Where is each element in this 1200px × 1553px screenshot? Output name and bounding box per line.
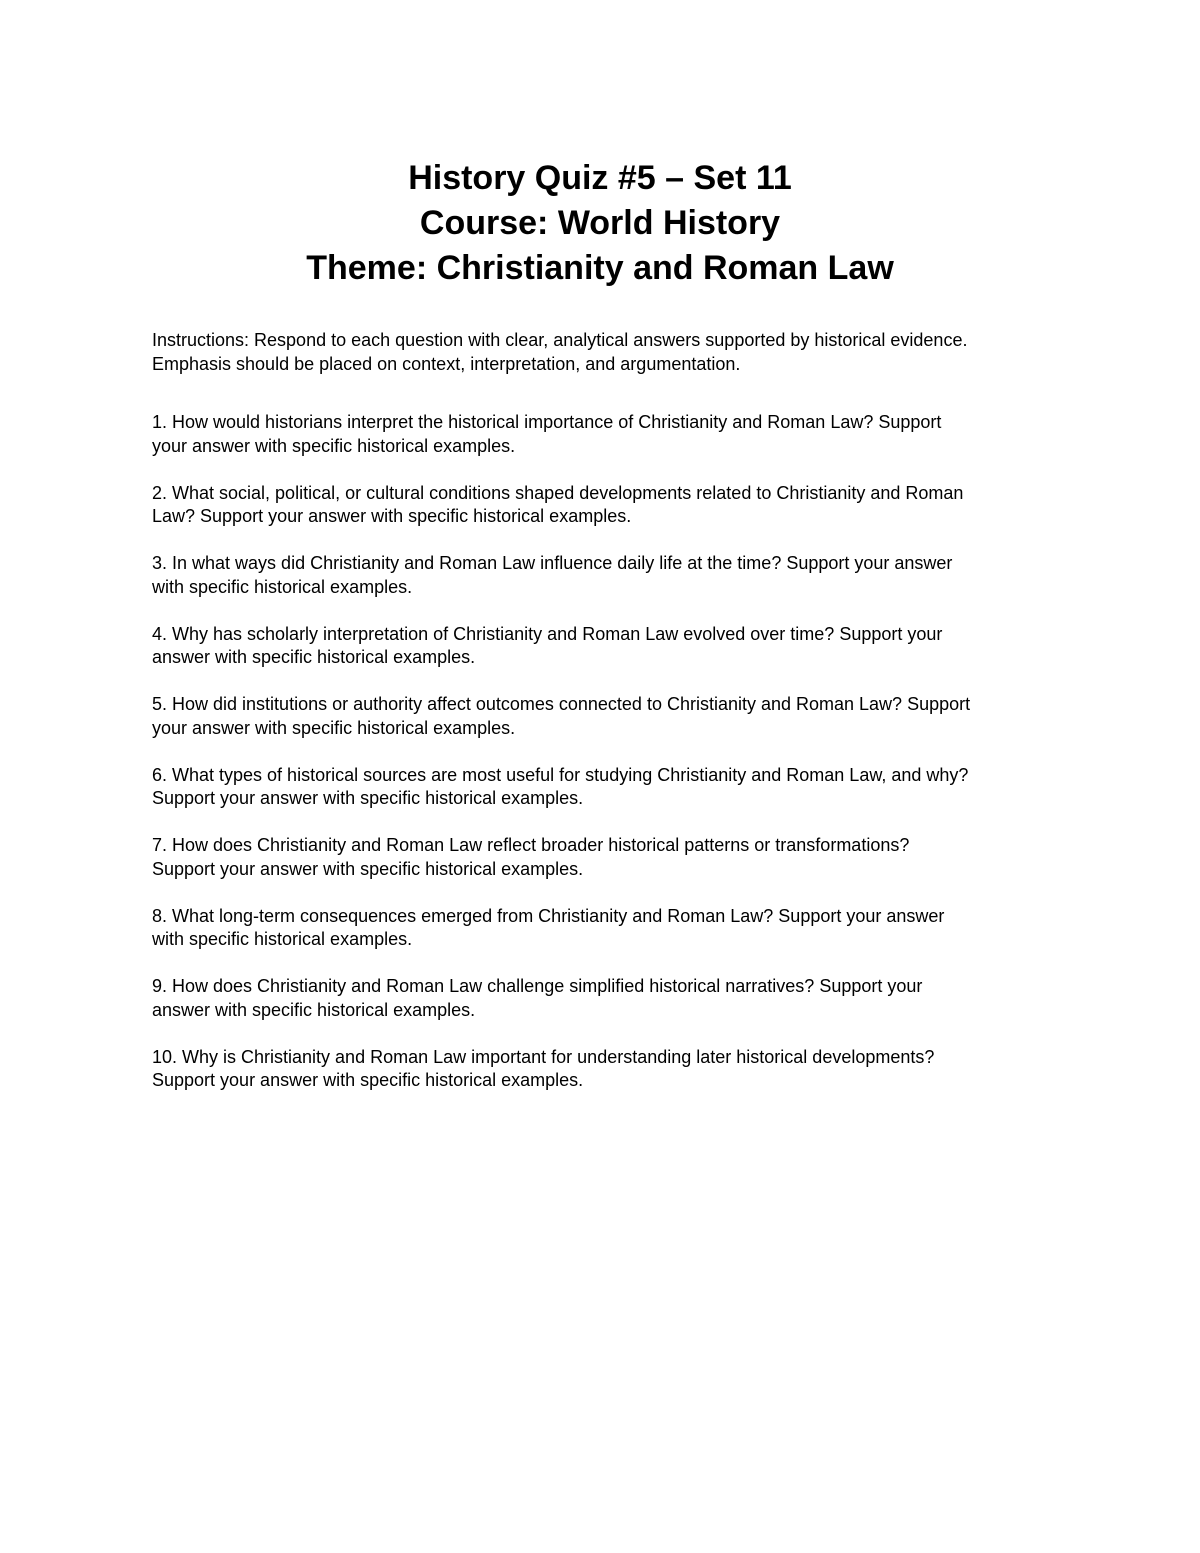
- question-7: [152, 834, 1052, 881]
- question-2: [152, 482, 1052, 529]
- question-8: [152, 905, 1052, 952]
- document-body: [152, 329, 1052, 1116]
- question-line: with specific historical examples.: [152, 576, 413, 597]
- question-line: Support your answer with specific historical examples.: [152, 858, 584, 879]
- question-4: [152, 623, 1052, 670]
- question-line: 9. How does Christianity and Roman Law challenge simplified historical narratives? Support your: [152, 976, 923, 996]
- question-6: [152, 764, 1052, 811]
- question-9: [152, 975, 1052, 1022]
- instructions-line: Instructions: Respond to each question with clear, analytical answers supported by historical evidence.: [152, 330, 968, 350]
- question-line: 4. Why has scholarly interpretation of Christianity and Roman Law evolved over time? Support your: [152, 623, 943, 644]
- question-1: [152, 411, 1052, 458]
- question-line: 7. How does Christianity and Roman Law reflect broader historical patterns or transformations?: [152, 835, 910, 855]
- title-block: [0, 156, 1200, 291]
- theme-title: Theme: Christianity and Roman Law: [306, 249, 894, 287]
- quiz-title: History Quiz #5 – Set 11: [408, 159, 792, 197]
- question-line: answer with specific historical examples.: [152, 999, 476, 1020]
- instructions-paragraph: [152, 329, 1052, 376]
- question-line: 3. In what ways did Christianity and Roman Law influence daily life at the time? Support your answer: [152, 553, 953, 573]
- question-line: 2. What social, political, or cultural conditions shaped developments related to Christianity and Roman: [152, 482, 964, 503]
- question-line: 6. What types of historical sources are most useful for studying Christianity and Roman Law, and why?: [152, 764, 969, 785]
- question-line: 5. How did institutions or authority affect outcomes connected to Christianity and Roman Law? Support: [152, 694, 971, 714]
- question-line: 1. How would historians interpret the historical importance of Christianity and Roman Law? Support: [152, 412, 942, 432]
- question-line: 10. Why is Christianity and Roman Law important for understanding later historical developments?: [152, 1046, 935, 1067]
- question-line: 8. What long-term consequences emerged from Christianity and Roman Law? Support your answer: [152, 905, 945, 926]
- question-10: [152, 1046, 1052, 1093]
- question-line: Support your answer with specific historical examples.: [152, 1070, 584, 1090]
- question-line: Law? Support your answer with specific historical examples.: [152, 506, 632, 526]
- question-line: your answer with specific historical examples.: [152, 435, 516, 456]
- instructions-line: Emphasis should be placed on context, interpretation, and argumentation.: [152, 353, 741, 374]
- question-line: answer with specific historical examples.: [152, 647, 476, 667]
- question-line: your answer with specific historical examples.: [152, 717, 516, 738]
- question-line: with specific historical examples.: [152, 929, 413, 949]
- question-5: [152, 693, 1052, 740]
- question-line: Support your answer with specific historical examples.: [152, 788, 584, 808]
- course-title: Course: World History: [419, 204, 781, 242]
- question-3: [152, 552, 1052, 599]
